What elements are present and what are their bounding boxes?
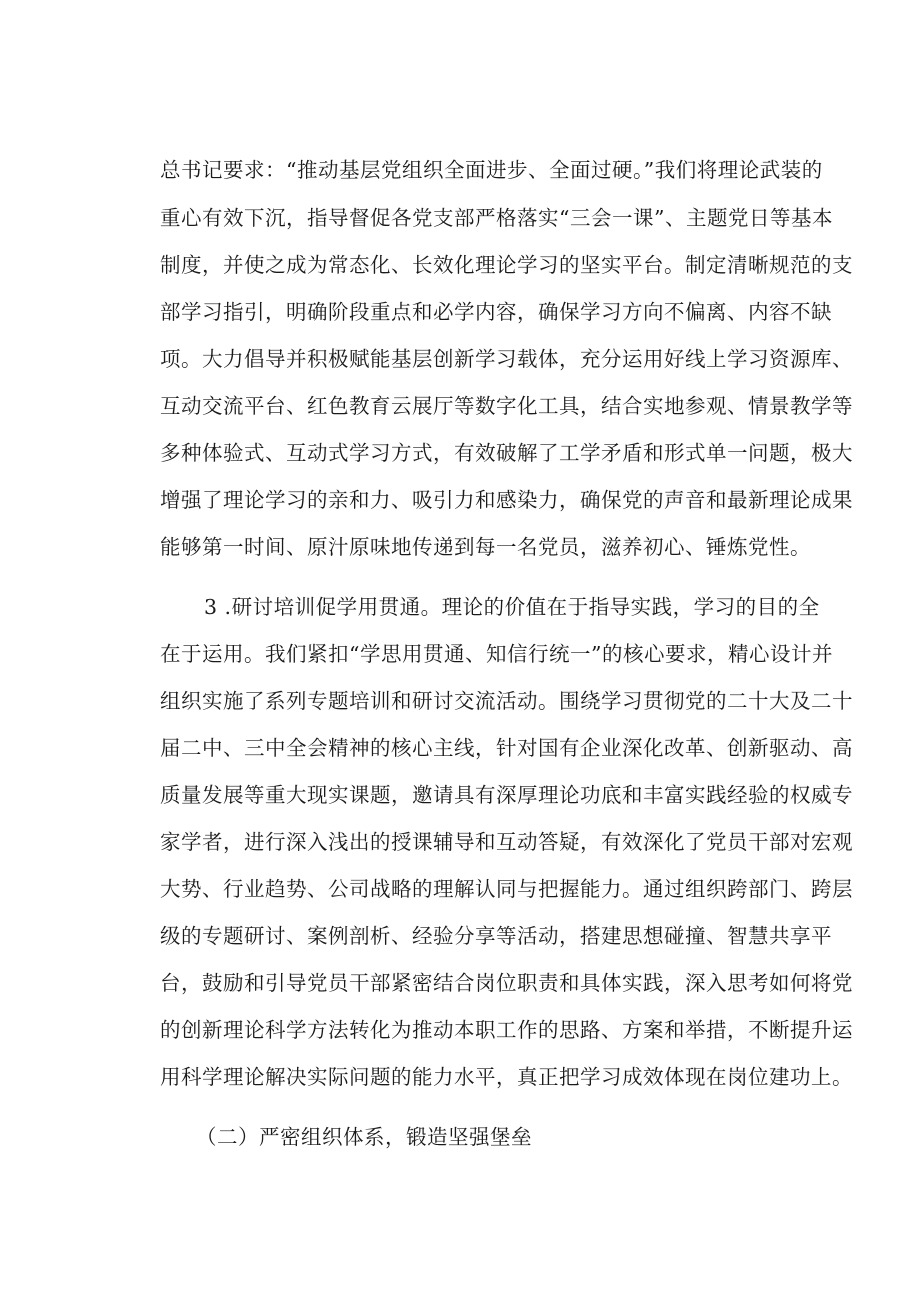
paragraph-2-line-6: 家学者，进行深入浅出的授课辅导和互动答疑，有效深化了党员干部对宏观 [160,830,853,854]
paragraph-2-line-5: 质量发展等重大现实课题，邀请具有深厚理论功底和丰富实践经验的权威专 [160,783,853,807]
section-heading: （二）严密组织体系，锻造坚强堡垒 [196,1125,532,1149]
paragraph-2-line-2: 在于运用。我们紧扣“学思用贯通、知信行统一”的核心要求，精心设计并 [160,642,833,666]
paragraph-2-line-4: 届二中、三中全会精神的核心主线，针对国有企业深化改革、创新驱动、高 [160,736,853,760]
paragraph-2-line-3: 组织实施了系列专题培训和研讨交流活动。围绕学习贯彻党的二十大及二十 [160,689,853,713]
paragraph-2-line-11: 用科学理论解决实际问题的能力水平，真正把学习成效体现在岗位建功上。 [160,1065,853,1089]
paragraph-1-line-5: 项。大力倡导并积极赋能基层创新学习载体，充分运用好线上学习资源库、 [160,347,853,371]
paragraph-2-line-8: 级的专题研讨、案例剖析、经验分享等活动，搭建思想碰撞、智慧共享平 [160,924,832,948]
paragraph-2-line-10: 的创新理论科学方法转化为推动本职工作的思路、方案和举措，不断提升运 [160,1018,853,1042]
paragraph-1-line-7: 多种体验式、互动式学习方式，有效破解了工学矛盾和形式单一问题，极大 [160,441,853,465]
paragraph-1-line-3: 制度，并使之成为常态化、长效化理论学习的坚实平台。制定清晰规范的支 [160,253,853,277]
paragraph-1-line-6: 互动交流平台、红色教育云展厅等数字化工具，结合实地参观、情景教学等 [160,394,853,418]
paragraph-2-line-7: 大势、行业趋势、公司战略的理解认同与把握能力。通过组织跨部门、跨层 [160,877,853,901]
paragraph-1-line-8: 增强了理论学习的亲和力、吸引力和感染力，确保党的声音和最新理论成果 [160,488,853,512]
paragraph-2-line-1: 3 .研讨培训促学用贯通。理论的价值在于指导实践，学习的目的全 [204,595,820,619]
paragraph-1-line-2: 重心有效下沉，指导督促各党支部严格落实“三会一课”、主题党日等基本 [160,206,833,230]
paragraph-1-line-4: 部学习指引，明确阶段重点和必学内容，确保学习方向不偏离、内容不缺 [160,300,832,324]
paragraph-2-line-9: 台，鼓励和引导党员干部紧密结合岗位职责和具体实践，深入思考如何将党 [160,971,853,995]
paragraph-1-line-1: 总书记要求：“推动基层党组织全面进步、全面过硬。”我们将理论武装的 [160,158,823,182]
paragraph-1-line-9: 能够第一时间、原汁原味地传递到每一名党员，滋养初心、锤炼党性。 [160,535,811,559]
